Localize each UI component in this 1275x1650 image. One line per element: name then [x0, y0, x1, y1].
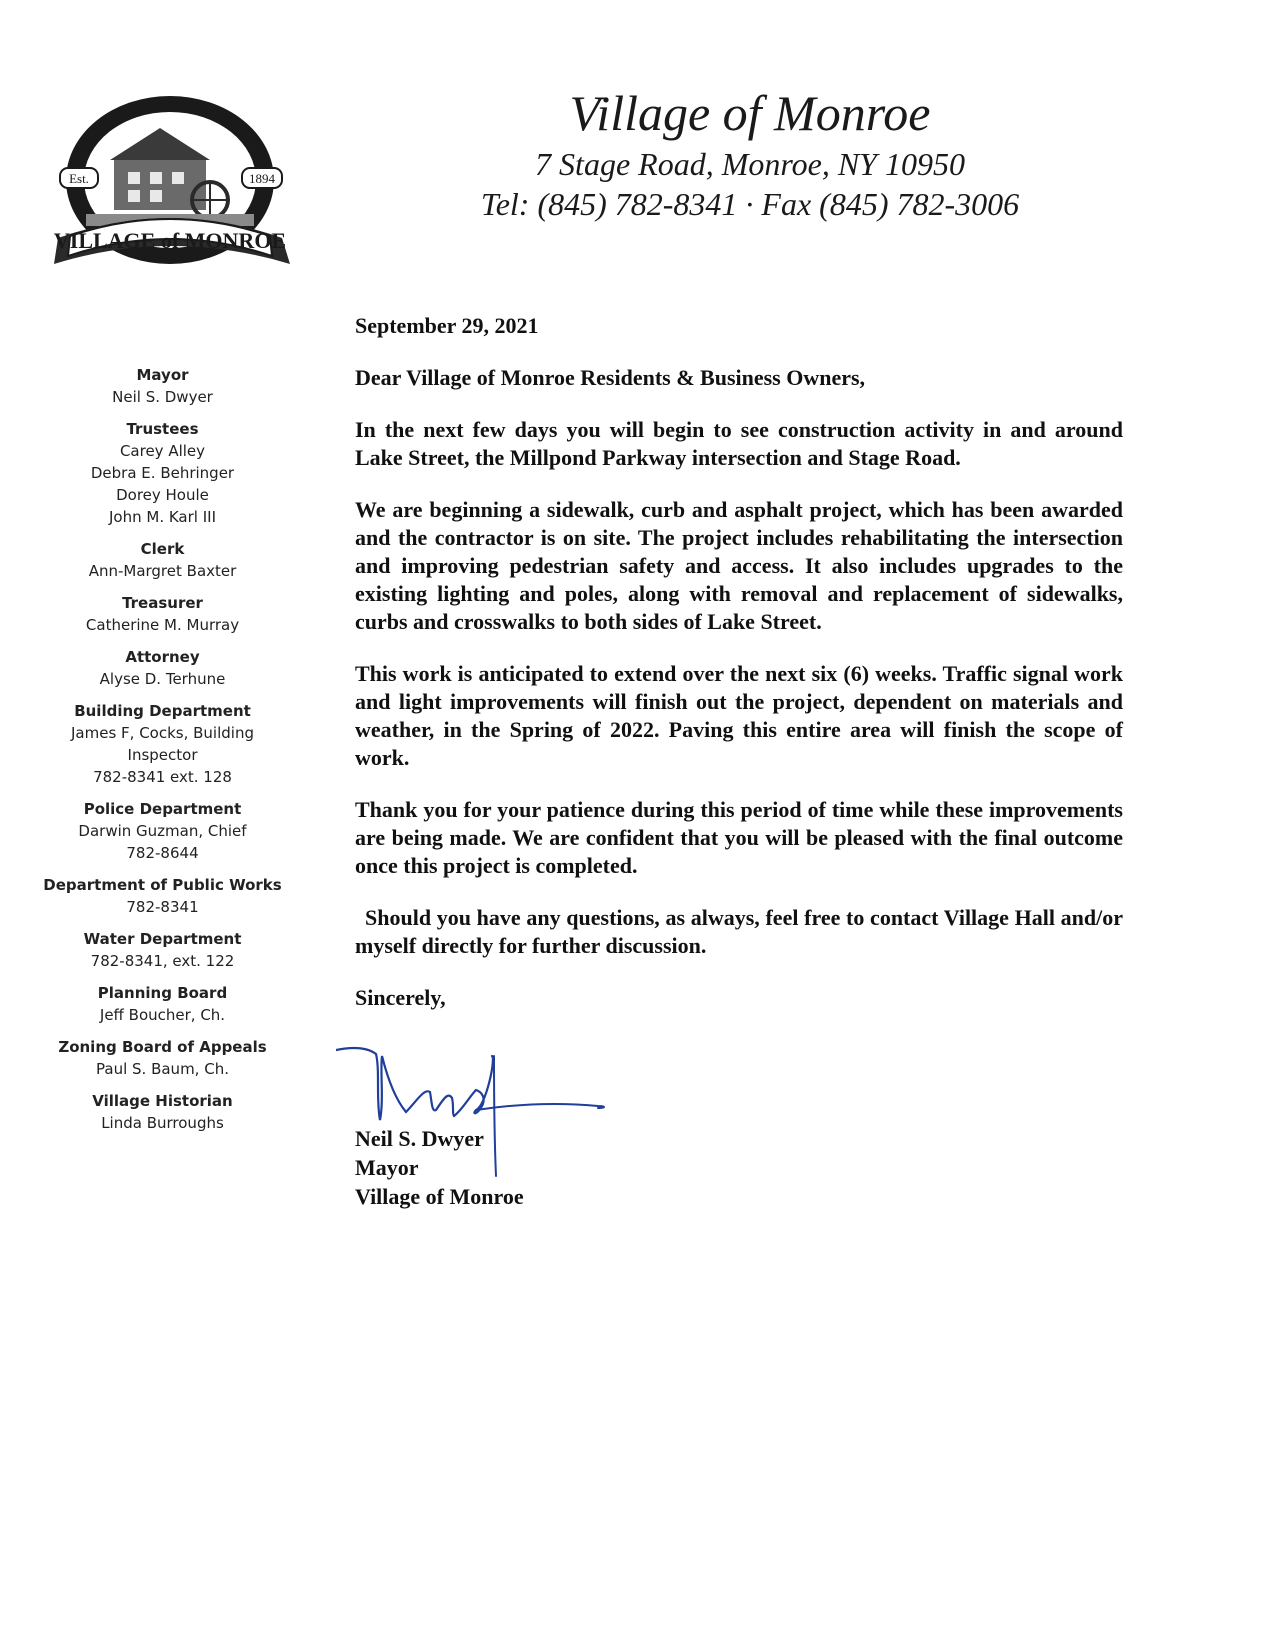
official-detail: Catherine M. Murray — [85, 616, 240, 634]
official-detail: Inspector — [127, 746, 198, 764]
letterhead — [360, 84, 1140, 224]
official-detail: 782-8341, ext. 122 — [90, 952, 235, 970]
letterhead-title: Village of Monroe — [569, 85, 931, 141]
official-detail: Paul S. Baum, Ch. — [96, 1060, 229, 1078]
seal-est-label: Est. — [69, 171, 89, 186]
letter-paragraph: This work is anticipated to extend over the next six (6) weeks. Traffic signal work and light improvements will finish out the project, dependent on materials and weather, in the Spring of 2022. Paving this entire area will finish the scope of work. — [355, 661, 1123, 770]
official-group — [40, 364, 285, 408]
letter-paragraph: In the next few days you will begin to see construction activity in and around Lake Street, the Millpond Parkway intersection and Stage Road. — [355, 417, 1123, 470]
signature-block — [355, 1124, 524, 1211]
official-detail: 782-8341 — [126, 898, 199, 916]
official-detail: James F, Cocks, Building — [71, 724, 254, 742]
official-role: Mayor — [136, 366, 189, 384]
official-role: Police Department — [83, 800, 242, 818]
official-group — [40, 1036, 285, 1080]
official-role: Trustees — [126, 420, 199, 438]
official-detail: Ann-Margret Baxter — [88, 562, 237, 580]
official-detail: Darwin Guzman, Chief — [78, 822, 247, 840]
official-group — [40, 982, 285, 1026]
official-group — [40, 928, 285, 972]
letterhead-address: 7 Stage Road, Monroe, NY 10950 — [535, 146, 965, 182]
official-group — [40, 538, 285, 582]
official-detail: Alyse D. Terhune — [99, 670, 226, 688]
official-role: Zoning Board of Appeals — [58, 1038, 267, 1056]
official-detail: Neil S. Dwyer — [112, 388, 213, 406]
letter-body — [355, 312, 1123, 1012]
official-role: Department of Public Works — [43, 876, 282, 894]
village-seal-logo — [50, 88, 290, 296]
official-role: Treasurer — [122, 594, 203, 612]
official-group — [40, 418, 285, 528]
seal-year-label: 1894 — [249, 171, 275, 186]
official-role: Attorney — [125, 648, 200, 666]
letter-date: September 29, 2021 — [355, 313, 539, 338]
official-role: Planning Board — [97, 984, 228, 1002]
letter-paragraph: Should you have any questions, as always, feel free to contact Village Hall and/or myself directly for further discussion. — [355, 905, 1123, 958]
official-group — [40, 646, 285, 690]
letter-paragraph: Thank you for your patience during this period of time while these improvements are being made. We are confident that you will be pleased with the final outcome once this project is completed. — [355, 797, 1123, 878]
signer-name: Neil S. Dwyer — [355, 1126, 484, 1151]
official-detail: Linda Burroughs — [101, 1114, 224, 1132]
official-detail: Debra E. Behringer — [90, 464, 235, 482]
signer-organization: Village of Monroe — [355, 1184, 524, 1209]
letter-paragraph: We are beginning a sidewalk, curb and asphalt project, which has been awarded and the contractor is on site. The project includes rehabilitating the intersection and improving pedestrian safety and access. It also includes upgrades to the existing lighting and poles, along with removal and replacement of sidewalks, curbs and crosswalks to both sides of Lake Street. — [355, 497, 1123, 634]
official-role: Clerk — [140, 540, 185, 558]
official-detail: 782-8341 ext. 128 — [93, 768, 232, 786]
official-detail: Jeff Boucher, Ch. — [99, 1006, 226, 1024]
official-detail: 782-8644 — [126, 844, 199, 862]
signer-title: Mayor — [355, 1155, 419, 1180]
letterhead-contact: Tel: (845) 782-8341 · Fax (845) 782-3006 — [480, 186, 1020, 222]
official-detail: Carey Alley — [119, 442, 206, 460]
official-group — [40, 1090, 285, 1134]
official-role: Village Historian — [92, 1092, 233, 1110]
letter-salutation: Dear Village of Monroe Residents & Business Owners, — [355, 365, 866, 390]
official-detail: John M. Karl III — [109, 508, 216, 526]
official-role: Building Department — [74, 702, 251, 720]
official-detail: Dorey Houle — [116, 486, 209, 504]
letter-closing: Sincerely, — [355, 985, 446, 1010]
officials-sidebar — [40, 364, 285, 1144]
official-role: Water Department — [83, 930, 242, 948]
official-group — [40, 798, 285, 864]
seal-banner-text: VILLAGE of MONROE — [53, 228, 287, 253]
official-group — [40, 700, 285, 788]
official-group — [40, 592, 285, 636]
official-group — [40, 874, 285, 918]
